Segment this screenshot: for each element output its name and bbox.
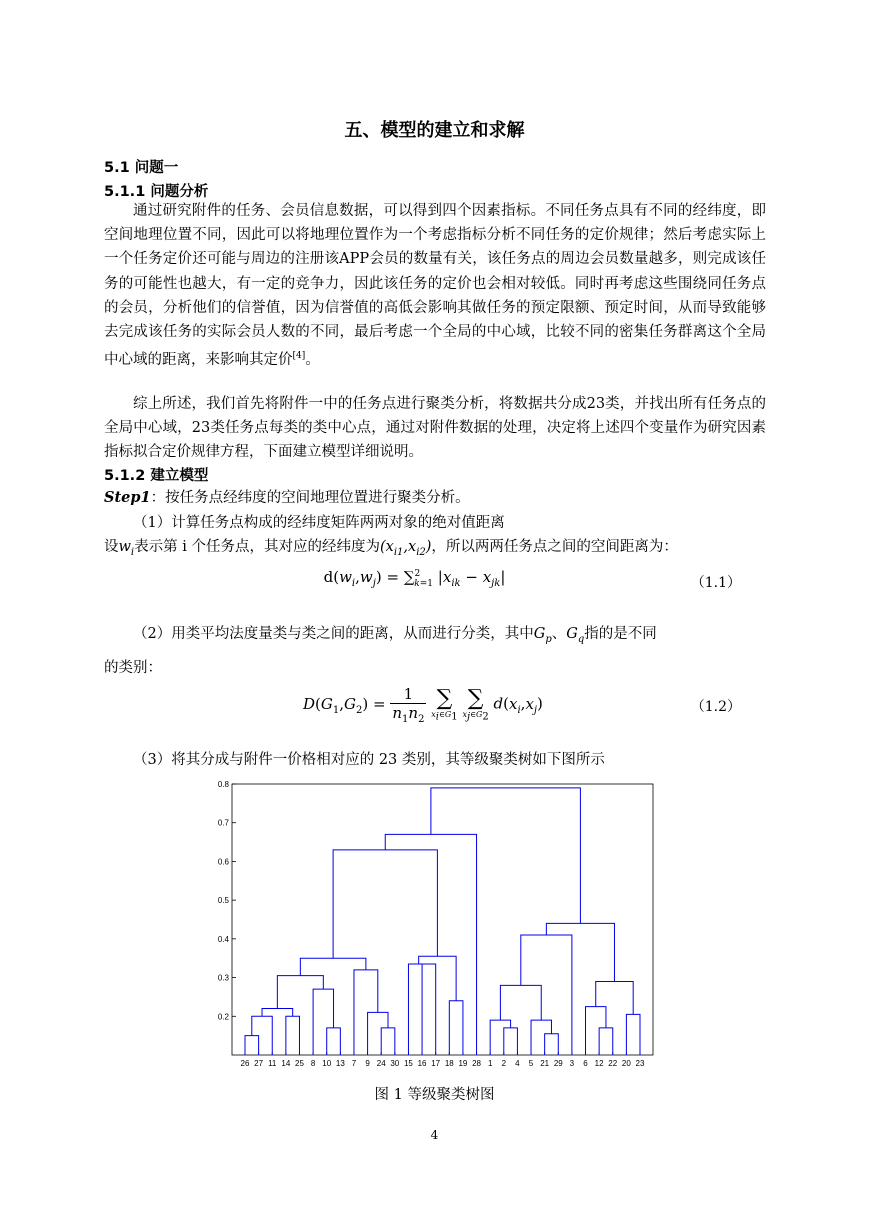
dendrogram-link (531, 1020, 551, 1055)
x-tick-label: 4 (515, 1059, 520, 1068)
item2-line: （2）用类平均法度量类与类之间的距离，从而进行分类，其中$G_p$、$G_q$指的是不同 (133, 626, 657, 645)
paper-page: 五、模型的建立和求解 5.1 问题一 5.1.1 问题分析 通过研究附件的任务、会员信息数据，可以得到四个因素指标。不同任务点具有不同的经纬度，即空间地理位置不同，因此可以将地理位置作为一个考虑指标分析不同任务的定价规律；然后考虑实际上一个任务定价还可能与周边的注册该APP会员的数量有关，该任务点的周边会员数量越多，则完成该任务的可能性也越大，有一定的竞争力，因此该任务的定价也会相对较低。同时再考虑这些围绕同任务点的会员，分析他们的信誉值，因为信誉值的高低会影响其做任务的预定限额、预定时间，从而导致能够去完成该任务的实际会员人数的不同，最后考虑一个全局的中心域，比较不同的密集任务群离这个全局中心域的距离，来影响其定价[4]。 综上所述，我们首先将附件一中的任务点进行聚类分析，将数据共分成23类，并找出所有任务点的全局中心域，23类任务点每类的类中心点，通过对附件数据的处理，决定将上述四个变量作为研究因素指标拟合定价规律方程，下面建立模型详细说明。 5.1.2 建立模型 Step1：按任务点经纬度的空间地理位置进行聚类分析。 （1）计算任务点构成的经纬度矩阵两两对象的绝对值距离 设$w_i$表示第 i 个任务点，其对应的经纬度为$(x_{i1},x_{i2})$，所以两两任务点之间的空间距离为： $d(w_i,w_j) = \sum^2_{k=1}$ $|x_{ik} - x_{jk}|$ （1.1） （2）用类平均法度量类与类之间的距离，从而进行分类，其中$G_p$、$G_q$指的是不同 的类别： $D(G_1,G_2)$ = $\frac{1}{n_1n_2}$ ∑ $x_i\in G_1$ ∑ $x_j\in G_2$ $d(x_i,x_j)$ （1.2） （3）将其分成与附件一价格相对应的 23 类别，其等级聚类树如下图所示 0.2 0.3 0.4 0.5 0.6 0.7 0.8 26 27 11 14 25 8 10 13 7 9 24 30 15 16 17 18 19 28 1 2 4 5 21 29 3 6 12 22 20 23 图 1 等级聚类树图 4 (0, 0, 869, 1228)
step1-line (104, 486, 766, 507)
x-tick-label: 18 (444, 1059, 454, 1068)
dendrogram-link (500, 985, 541, 1020)
x-tick-label: 22 (608, 1059, 618, 1068)
x-tick-label: 3 (569, 1059, 575, 1068)
equation-1-1: $d(w_i,w_j) = \sum^2_{k=1}$ $|x_{ik} - x_{jk}|$ (323, 568, 506, 589)
x-tick-label: 20 (621, 1059, 631, 1068)
figure-caption: 图 1 等级聚类树图 (374, 1087, 495, 1103)
dendrogram-link (521, 935, 572, 1055)
y-tick-label: 0.3 (217, 973, 229, 983)
dendrogram-link (300, 958, 366, 975)
citation-4: [4] (292, 351, 306, 362)
item1-line2: 设$w_i$表示第 i 个任务点，其对应的经纬度为$(x_{i1},x_{i2})$，所以两两任务点之间的空间距离为： (104, 539, 678, 558)
x-tick-label: 28 (472, 1059, 482, 1068)
step1-text: ：按任务点经纬度的空间地理位置进行聚类分析。 (150, 490, 470, 506)
dendrogram-link (262, 1009, 293, 1017)
x-tick-label: 7 (351, 1059, 357, 1068)
y-tick-label: 0.5 (217, 896, 229, 906)
x-tick-label: 2 (501, 1059, 507, 1068)
paragraph-analysis-end: 。 (305, 352, 320, 369)
equation-1-1-number: （1.1） (690, 575, 741, 591)
page-number: 4 (430, 1128, 439, 1142)
x-tick-label: 12 (594, 1059, 604, 1068)
dendrogram-link (408, 964, 428, 1055)
dendrogram-link (422, 964, 436, 1055)
x-tick-label: 16 (417, 1059, 427, 1068)
item1-line: （1）计算任务点构成的经纬度矩阵两两对象的绝对值距离 (133, 515, 505, 531)
item2-line2: 的类别： (104, 660, 162, 676)
x-tick-label: 13 (335, 1059, 345, 1068)
x-tick-label: 14 (281, 1059, 291, 1068)
equation-1-2-number: （1.2） (690, 699, 741, 715)
paragraph-summary: 综上所述，我们首先将附件一中的任务点进行聚类分析，将数据共分成23类，并找出所有任务点的全局中心域，23类任务点每类的类中心点，通过对附件数据的处理，决定将上述四个变量作为研究因素指标拟合定价规律方程，下面建立模型详细说明。 (104, 396, 766, 461)
x-tick-label: 29 (553, 1059, 563, 1068)
item3-line: （3）将其分成与附件一价格相对应的 23 类别，其等级聚类树如下图所示 (133, 752, 605, 768)
x-tick-label: 19 (458, 1059, 468, 1068)
g-p-symbol: $G_p$ (533, 626, 552, 645)
dendrogram-link (490, 1020, 510, 1055)
dendrogram-link (368, 1012, 388, 1055)
dendrogram-link (419, 956, 456, 1001)
g-q-symbol: $G_q$ (566, 626, 585, 645)
dendrogram-link (333, 850, 437, 958)
x-tick-label: 23 (635, 1059, 645, 1068)
y-tick-label: 0.8 (217, 780, 229, 789)
dendrogram-link (599, 1028, 613, 1055)
heading-5-1-1: 5.1.1 问题分析 (104, 184, 209, 200)
y-tick-label: 0.7 (217, 818, 229, 828)
dendrogram-link (546, 923, 614, 981)
x-tick-label: 9 (365, 1059, 370, 1068)
paragraph-analysis (104, 199, 766, 372)
dendrogram-link (286, 1016, 300, 1055)
dendrogram-link (245, 1036, 259, 1055)
x-tick-label: 25 (295, 1059, 304, 1068)
y-tick-label: 0.4 (217, 934, 229, 944)
x-tick-label: 5 (528, 1059, 534, 1068)
heading-5-1: 5.1 问题一 (104, 160, 179, 176)
x-tick-label: 15 (403, 1059, 413, 1068)
dendrogram-link (626, 1014, 640, 1055)
dendrogram-link (545, 1034, 559, 1055)
heading-5-1-2: 5.1.2 建立模型 (104, 468, 209, 484)
x-tick-label: 1 (487, 1059, 493, 1068)
x-tick-label: 21 (540, 1059, 550, 1068)
y-tick-label: 0.2 (217, 1012, 229, 1022)
w-i-symbol: $w_i$ (118, 539, 135, 558)
dendrogram-link (431, 788, 581, 924)
dendrogram-link (504, 1028, 518, 1055)
dendrogram-link (327, 1028, 341, 1055)
coord-symbol: $(x_{i1},x_{i2})$ (379, 539, 432, 558)
chart-plot-frame (232, 784, 653, 1055)
step1-label: Step1 (104, 489, 151, 506)
section-title: 五、模型的建立和求解 (344, 120, 525, 141)
dendrogram-link (449, 1001, 463, 1055)
x-tick-label: 8 (310, 1059, 316, 1068)
dendrogram-link (586, 1007, 606, 1055)
x-tick-label: 30 (390, 1059, 400, 1068)
dendrogram-link (596, 981, 633, 1014)
dendrogram-link (381, 1028, 395, 1055)
x-tick-label: 6 (583, 1059, 588, 1068)
x-tick-label: 26 (240, 1059, 250, 1068)
dendrogram-link (277, 976, 323, 1009)
paragraph-analysis-text: 通过研究附件的任务、会员信息数据，可以得到四个因素指标。不同任务点具有不同的经纬度，即空间地理位置不同，因此可以将地理位置作为一个考虑指标分析不同任务的定价规律；然后考虑实际上一个任务定价还可能与周边的注册该APP会员的数量有关，该任务点的周边会员数量越多，则完成该任务的可能性也越大，有一定的竞争力，因此该任务的定价也会相对较低。同时再考虑这些围绕同任务点的会员，分析他们的信誉值，因为信誉值的高低会影响其做任务的预定限额、预定时间，从而导致能够去完成该任务的实际会员人数的不同，最后考虑一个全局的中心域，比较不同的密集任务群离这个全局中心域的距离，来影响其定价 (104, 203, 766, 369)
x-tick-label: 10 (322, 1059, 332, 1068)
x-tick-label: 17 (431, 1059, 441, 1068)
x-tick-label: 27 (254, 1059, 264, 1068)
x-tick-label: 24 (376, 1059, 386, 1068)
dendrogram-chart (210, 780, 660, 1072)
x-tick-label: 11 (268, 1059, 277, 1068)
dendrogram-link (313, 989, 333, 1055)
y-tick-label: 0.6 (217, 857, 229, 867)
